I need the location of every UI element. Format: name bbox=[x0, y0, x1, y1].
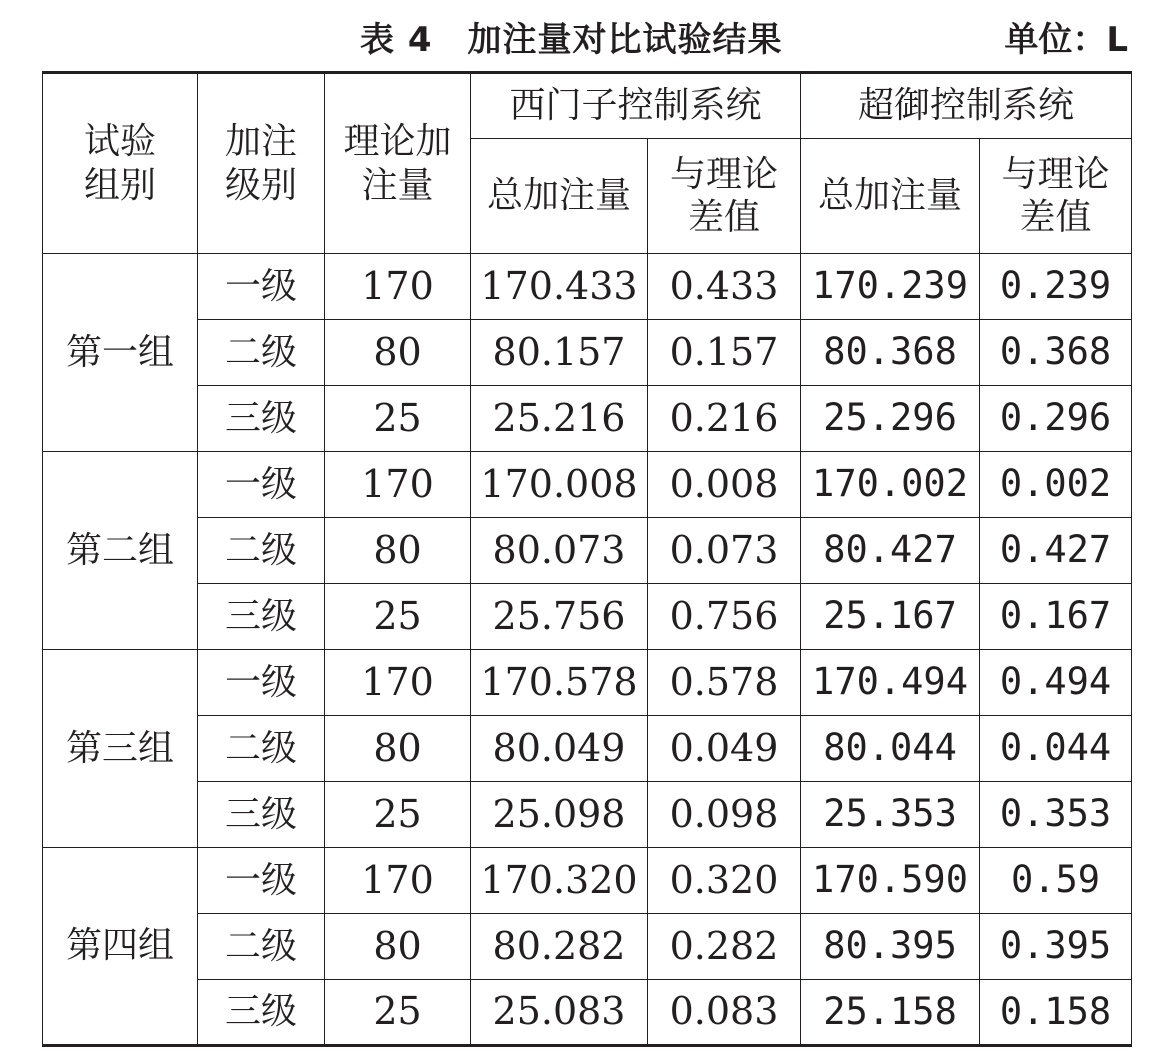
header-chaoyu-diff: 与理论差值 bbox=[980, 139, 1132, 254]
level-cell: 一级 bbox=[198, 452, 325, 518]
header-chaoyu: 超御控制系统 bbox=[801, 73, 1132, 139]
chaoyu-total-cell: 170.590 bbox=[801, 848, 980, 914]
siemens-diff-cell: 0.578 bbox=[648, 650, 801, 716]
theory-value-cell: 80 bbox=[325, 320, 471, 386]
chaoyu-total-cell: 80.427 bbox=[801, 518, 980, 584]
chaoyu-diff-cell: 0.59 bbox=[980, 848, 1132, 914]
siemens-diff-cell: 0.216 bbox=[648, 386, 801, 452]
chaoyu-total-cell: 25.296 bbox=[801, 386, 980, 452]
theory-value-cell: 80 bbox=[325, 914, 471, 980]
chaoyu-total-cell: 25.353 bbox=[801, 782, 980, 848]
chaoyu-diff-cell: 0.002 bbox=[980, 452, 1132, 518]
header-theory: 理论加注量 bbox=[325, 73, 471, 254]
siemens-total-cell: 170.320 bbox=[471, 848, 648, 914]
level-cell: 三级 bbox=[198, 386, 325, 452]
level-cell: 三级 bbox=[198, 584, 325, 650]
chaoyu-total-cell: 170.494 bbox=[801, 650, 980, 716]
siemens-total-cell: 80.282 bbox=[471, 914, 648, 980]
chaoyu-total-cell: 25.167 bbox=[801, 584, 980, 650]
siemens-diff-cell: 0.157 bbox=[648, 320, 801, 386]
chaoyu-diff-cell: 0.239 bbox=[980, 254, 1132, 320]
level-cell: 二级 bbox=[198, 914, 325, 980]
group-name-cell: 第四组 bbox=[43, 848, 198, 1046]
level-cell: 一级 bbox=[198, 650, 325, 716]
chaoyu-total-cell: 25.158 bbox=[801, 980, 980, 1046]
table-row bbox=[43, 386, 1132, 452]
chaoyu-total-cell: 80.044 bbox=[801, 716, 980, 782]
chaoyu-diff-cell: 0.353 bbox=[980, 782, 1132, 848]
theory-value-cell: 25 bbox=[325, 584, 471, 650]
group-name-cell: 第一组 bbox=[43, 254, 198, 452]
results-table bbox=[42, 71, 1132, 1047]
table-title: 表 4 加注量对比试验结果 bbox=[360, 20, 783, 60]
siemens-total-cell: 80.157 bbox=[471, 320, 648, 386]
theory-value-cell: 25 bbox=[325, 782, 471, 848]
siemens-diff-cell: 0.008 bbox=[648, 452, 801, 518]
group-name-cell: 第二组 bbox=[43, 452, 198, 650]
header-siemens-total: 总加注量 bbox=[471, 139, 648, 254]
header-group: 试验组别 bbox=[43, 73, 198, 254]
level-cell: 一级 bbox=[198, 848, 325, 914]
siemens-diff-cell: 0.098 bbox=[648, 782, 801, 848]
siemens-total-cell: 25.216 bbox=[471, 386, 648, 452]
siemens-diff-cell: 0.282 bbox=[648, 914, 801, 980]
siemens-total-cell: 170.578 bbox=[471, 650, 648, 716]
chaoyu-diff-cell: 0.395 bbox=[980, 914, 1132, 980]
siemens-diff-cell: 0.083 bbox=[648, 980, 801, 1046]
chaoyu-diff-cell: 0.296 bbox=[980, 386, 1132, 452]
table-row bbox=[43, 452, 1132, 518]
level-cell: 二级 bbox=[198, 518, 325, 584]
table-caption bbox=[0, 0, 1170, 68]
chaoyu-total-cell: 170.239 bbox=[801, 254, 980, 320]
table-row bbox=[43, 254, 1132, 320]
table-row bbox=[43, 518, 1132, 584]
theory-value-cell: 170 bbox=[325, 254, 471, 320]
level-cell: 一级 bbox=[198, 254, 325, 320]
siemens-diff-cell: 0.320 bbox=[648, 848, 801, 914]
siemens-diff-cell: 0.433 bbox=[648, 254, 801, 320]
table-row bbox=[43, 914, 1132, 980]
siemens-total-cell: 25.756 bbox=[471, 584, 648, 650]
group-name-cell: 第三组 bbox=[43, 650, 198, 848]
chaoyu-diff-cell: 0.167 bbox=[980, 584, 1132, 650]
siemens-total-cell: 170.008 bbox=[471, 452, 648, 518]
level-cell: 三级 bbox=[198, 782, 325, 848]
chaoyu-diff-cell: 0.368 bbox=[980, 320, 1132, 386]
table-row bbox=[43, 650, 1132, 716]
theory-value-cell: 80 bbox=[325, 716, 471, 782]
table-row bbox=[43, 584, 1132, 650]
siemens-total-cell: 80.049 bbox=[471, 716, 648, 782]
chaoyu-total-cell: 170.002 bbox=[801, 452, 980, 518]
header-siemens: 西门子控制系统 bbox=[471, 73, 801, 139]
chaoyu-diff-cell: 0.044 bbox=[980, 716, 1132, 782]
siemens-total-cell: 25.098 bbox=[471, 782, 648, 848]
chaoyu-diff-cell: 0.494 bbox=[980, 650, 1132, 716]
header-siemens-diff: 与理论差值 bbox=[648, 139, 801, 254]
theory-value-cell: 170 bbox=[325, 848, 471, 914]
header-chaoyu-total: 总加注量 bbox=[801, 139, 980, 254]
chaoyu-total-cell: 80.368 bbox=[801, 320, 980, 386]
level-cell: 二级 bbox=[198, 320, 325, 386]
table-row bbox=[43, 320, 1132, 386]
chaoyu-diff-cell: 0.427 bbox=[980, 518, 1132, 584]
siemens-diff-cell: 0.073 bbox=[648, 518, 801, 584]
level-cell: 二级 bbox=[198, 716, 325, 782]
theory-value-cell: 25 bbox=[325, 980, 471, 1046]
table-row bbox=[43, 980, 1132, 1046]
header-row bbox=[43, 73, 1132, 139]
chaoyu-total-cell: 80.395 bbox=[801, 914, 980, 980]
theory-value-cell: 25 bbox=[325, 386, 471, 452]
theory-value-cell: 80 bbox=[325, 518, 471, 584]
siemens-total-cell: 170.433 bbox=[471, 254, 648, 320]
theory-value-cell: 170 bbox=[325, 452, 471, 518]
table-row bbox=[43, 716, 1132, 782]
table-row bbox=[43, 848, 1132, 914]
chaoyu-diff-cell: 0.158 bbox=[980, 980, 1132, 1046]
table-row bbox=[43, 782, 1132, 848]
header-level: 加注级别 bbox=[198, 73, 325, 254]
unit-label: 单位：L bbox=[1004, 20, 1128, 60]
level-cell: 三级 bbox=[198, 980, 325, 1046]
siemens-diff-cell: 0.756 bbox=[648, 584, 801, 650]
siemens-total-cell: 25.083 bbox=[471, 980, 648, 1046]
siemens-diff-cell: 0.049 bbox=[648, 716, 801, 782]
theory-value-cell: 170 bbox=[325, 650, 471, 716]
siemens-total-cell: 80.073 bbox=[471, 518, 648, 584]
